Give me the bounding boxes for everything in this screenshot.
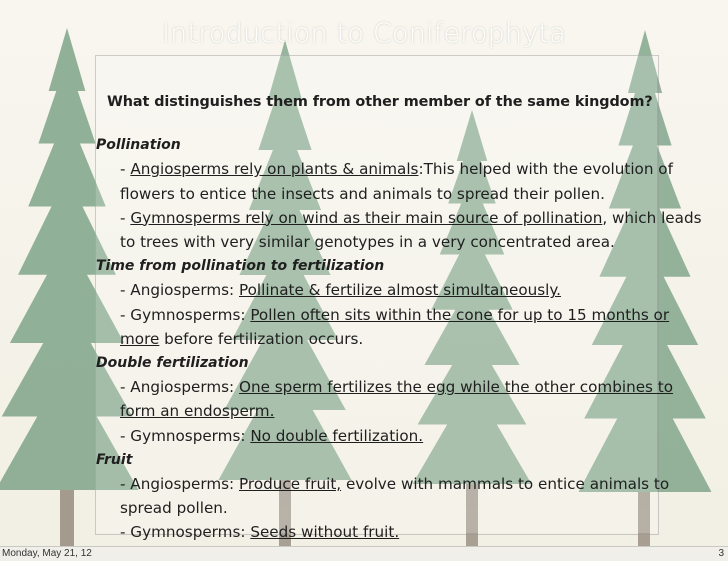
section-heading: Time from pollination to fertilization <box>96 258 385 275</box>
sections-list <box>96 133 706 544</box>
slide-body <box>96 90 706 545</box>
bullet-underlined-text: Pollen often sits within the cone for up to 15 months or more <box>120 305 670 348</box>
bullet-prefix: - Gymnosperms: <box>120 426 251 445</box>
bullet-item <box>96 303 706 351</box>
bullet-item <box>96 206 706 254</box>
bullet-item <box>96 157 706 205</box>
bullet-underlined-text: One sperm fertilizes the egg while the other combines to form an endosperm. <box>120 378 674 421</box>
bullet-rest-text: evolve with mammals to entice animals to spread pollen. <box>120 475 670 518</box>
bullet-prefix: - Gymnosperms: <box>120 305 251 324</box>
footer-bar <box>0 546 728 561</box>
bullet-item <box>96 520 706 544</box>
question-heading: What distinguishes them from other member of the same kingdom? <box>107 94 653 110</box>
bullet-underlined-text: No double fertilization. <box>250 426 424 445</box>
section-heading: Pollination <box>96 137 181 154</box>
bullet-underlined-text: Gymnosperms rely on wind as their main source of pollination <box>130 208 603 227</box>
bullet-prefix: - Gymnosperms: <box>120 523 251 542</box>
bullet-item <box>96 278 706 302</box>
bullet-underlined-text: Angiosperms rely on plants & animals <box>130 160 419 179</box>
bullet-item <box>96 472 706 520</box>
slide-title: Introduction to Coniferophyta <box>161 18 567 49</box>
section-heading: Fruit <box>96 451 133 468</box>
bullet-rest-text: before fertilization occurs. <box>159 329 364 348</box>
bullet-prefix: - <box>120 208 131 227</box>
bullet-prefix: - <box>120 160 131 179</box>
bullet-item <box>96 424 706 448</box>
bullet-underlined-text: Seeds without fruit. <box>250 523 400 542</box>
bullet-item <box>96 375 706 423</box>
bullet-rest-text: :This helped with the evolution of flowers to entice the insects and animals to spread their pollen. <box>120 160 673 203</box>
bullet-prefix: - Angiosperms: <box>120 475 240 494</box>
section-heading: Double fertilization <box>96 355 249 372</box>
bullet-underlined-text: Produce fruit, <box>239 475 342 494</box>
bullet-underlined-text: Pollinate & fertilize almost simultaneously. <box>239 281 562 300</box>
page-number: 3 <box>718 548 724 559</box>
bullet-prefix: - Angiosperms: <box>120 378 240 397</box>
bullet-rest-text: , which leads to trees with very similar genotypes in a very concentrated area. <box>120 208 702 252</box>
footer-date: Monday, May 21, 12 <box>2 548 92 559</box>
bullet-prefix: - Angiosperms: <box>120 281 240 300</box>
